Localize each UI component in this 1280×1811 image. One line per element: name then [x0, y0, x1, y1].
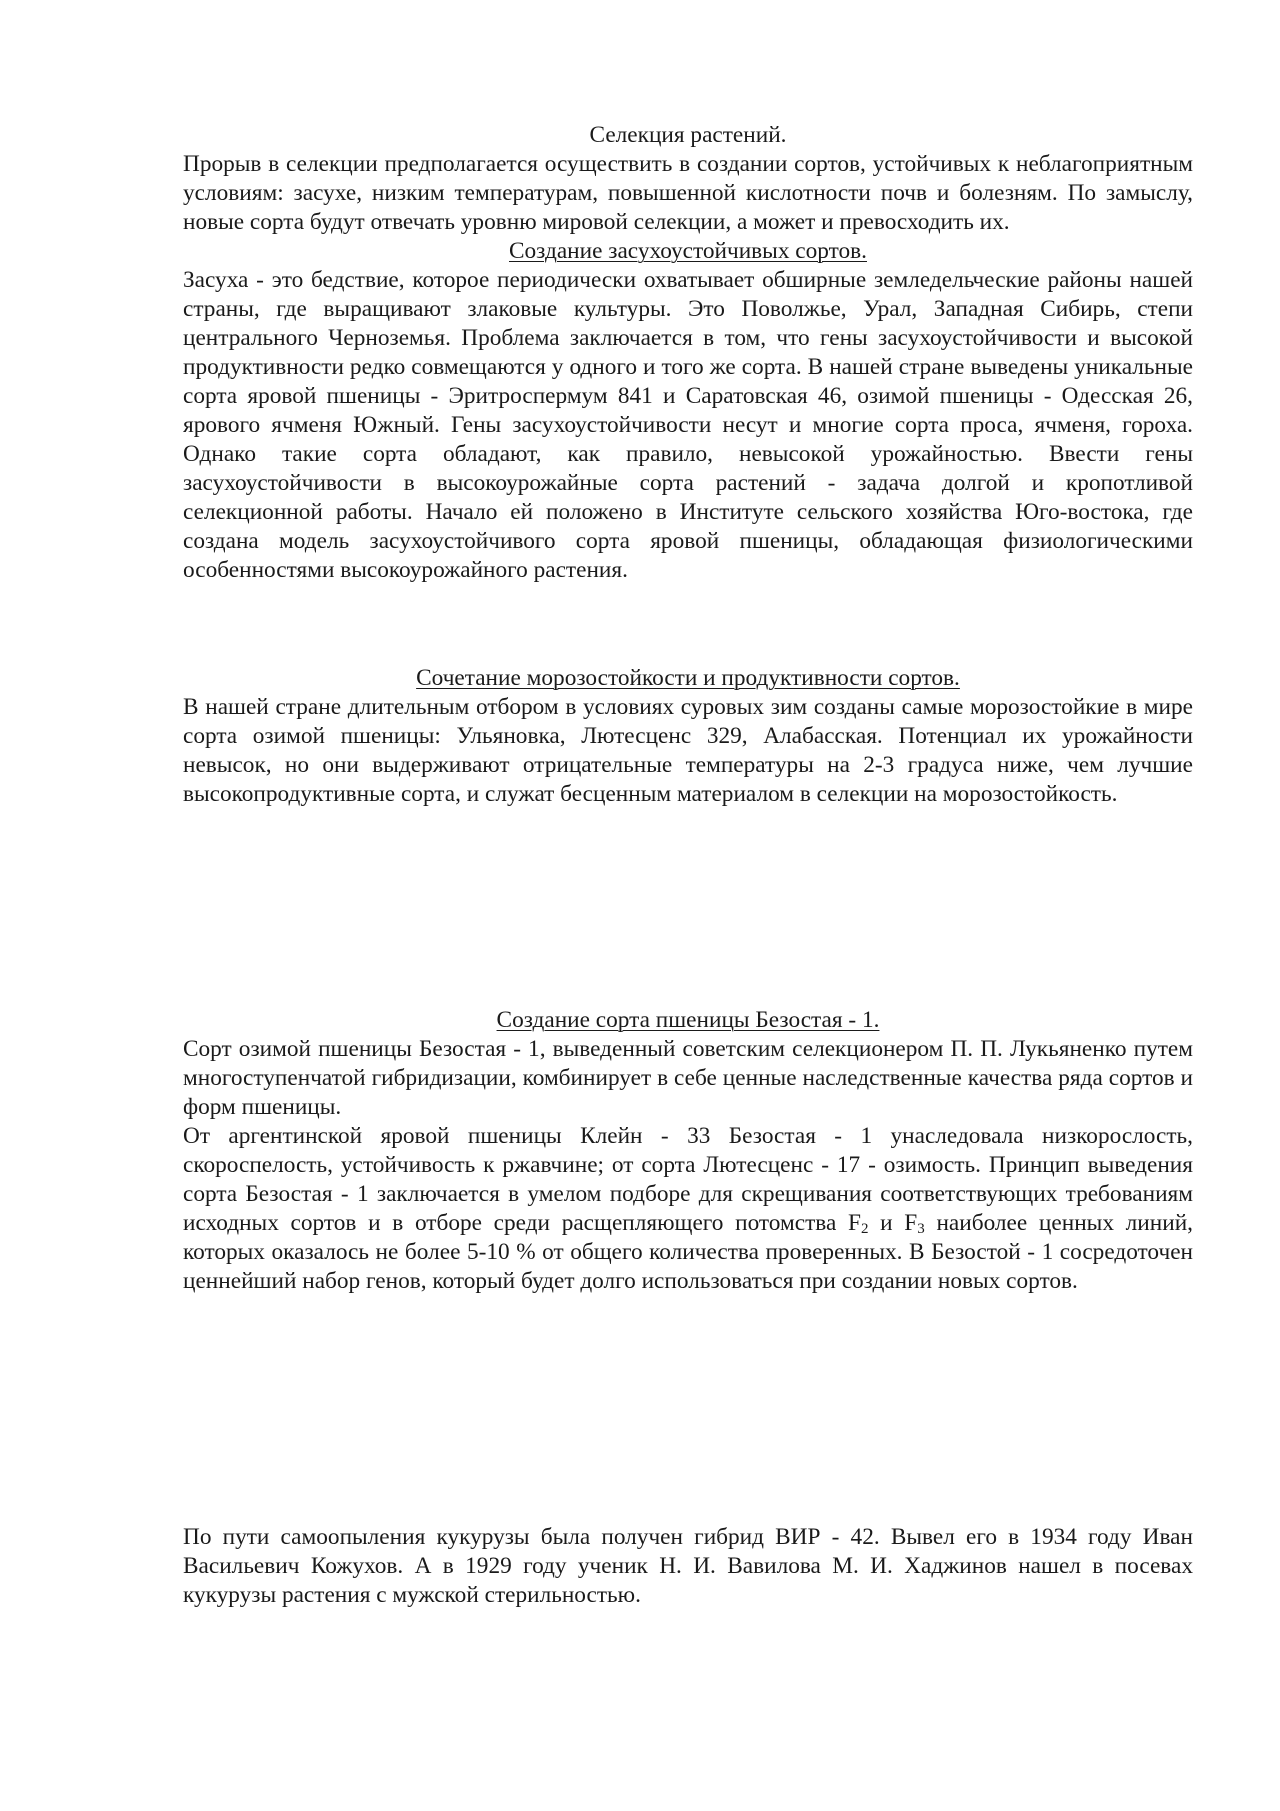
bezostaya-text-part-3: наиболее ценных линий, которых оказалось не более 5-10 % от общего количества проверенных. В Безостой - 1 сосредоточен ценнейший набор генов, который будет долго использоваться при создании новых сортов. — [183, 1210, 1193, 1294]
drought-paragraph: Засуха - это бедствие, которое периодически охватывает обширные земледельческие районы нашей страны, где выращивают злаковые культуры. Это Поволжье, Урал, Западная Сибирь, степи центрального Черноземья. Проблема заключается в том, что гены засухоустойчивости и высокой продуктивности редко совмещаются у одного и того же сорта. В нашей стране выведены уникальные сорта яровой пшеницы - Эритроспермум 841 и Саратовская 46, озимой пшеницы - Одесская 26, ярового ячменя Южный. Гены засухоустойчивости несут и многие сорта проса, ячменя, гороха. Однако такие сорта обладают, как правило, невысокой урожайностью. Ввести гены засухоустойчивости в высокоурожайные сорта растений - задача долгой и кропотливой селекционной работы. Начало ей положено в Институте сельского хозяйства Юго-востока, где создана модель засухоустойчивого сорта яровой пшеницы, обладающая физиологическими особенностями высокоурожайного растения. — [183, 267, 1193, 583]
document-title: Селекция растений. — [589, 122, 787, 148]
intro-block — [183, 121, 1193, 585]
subscript-3: 3 — [917, 1221, 925, 1237]
section-heading-bezostaya — [183, 1006, 1193, 1035]
frost-block — [183, 664, 1193, 809]
frost-paragraph: В нашей стране длительным отбором в условиях суровых зим созданы самые морозостойкие в мире сорта озимой пшеницы: Ульяновка, Лютесценс 329, Алабасская. Потенциал их урожайности невысок, но они выдерживают отрицательные температуры на 2-3 градуса ниже, чем лучшие высокопродуктивные сорта, и служат бесценным материалом в селекции на морозостойкость. — [183, 694, 1193, 807]
bezostaya-text-part-1: От аргентинской яровой пшеницы Клейн - 33 Безостая - 1 унаследовала низкорослость, скороспелость, устойчивость к ржавчине; от сорта Лютесценс - 17 - озимость. Принцип выведения сорта Безостая - 1 заключается в умелом подборе для скрещивания соответствующих требованиям исходных сортов и в отборе среди расщепляющего потомства F — [183, 1123, 1193, 1236]
bezostaya-paragraph-1: Сорт озимой пшеницы Безостая - 1, выведенный советским селекционером П. П. Лукьяненко путем многоступенчатой гибридизации, комбинирует в себе ценные наследственные качества ряда сортов и форм пшеницы. — [183, 1036, 1193, 1120]
bezostaya-block — [183, 1006, 1193, 1296]
intro-paragraph: Прорыв в селекции предполагается осуществить в создании сортов, устойчивых к неблагоприятным условиям: засухе, низким температурам, повышенной кислотности почв и болезням. По замыслу, новые сорта будут отвечать уровню мировой селекции, а может и превосходить их. — [183, 151, 1193, 235]
bezostaya-paragraph-2 — [183, 1122, 1193, 1296]
section-heading-frost-text: Сочетание морозостойкости и продуктивности сортов. — [416, 665, 960, 691]
section-heading-bezostaya-text: Создание сорта пшеницы Безостая - 1. — [496, 1007, 880, 1033]
section-heading-drought-text: Создание засухоустойчивых сортов. — [509, 238, 867, 264]
subscript-2: 2 — [860, 1221, 869, 1237]
bezostaya-text-part-2: и F — [868, 1210, 918, 1236]
closing-paragraph: По пути самоопыления кукурузы была получен гибрид ВИР - 42. Вывел его в 1934 году Иван Васильевич Кожухов. А в 1929 году ученик Н. И. Вавилова М. И. Хаджинов нашел в посевах кукурузы растения с мужской стерильностью. — [183, 1524, 1193, 1608]
closing-block — [183, 1523, 1193, 1610]
section-heading-drought — [183, 237, 1193, 266]
section-heading-frost — [183, 664, 1193, 693]
